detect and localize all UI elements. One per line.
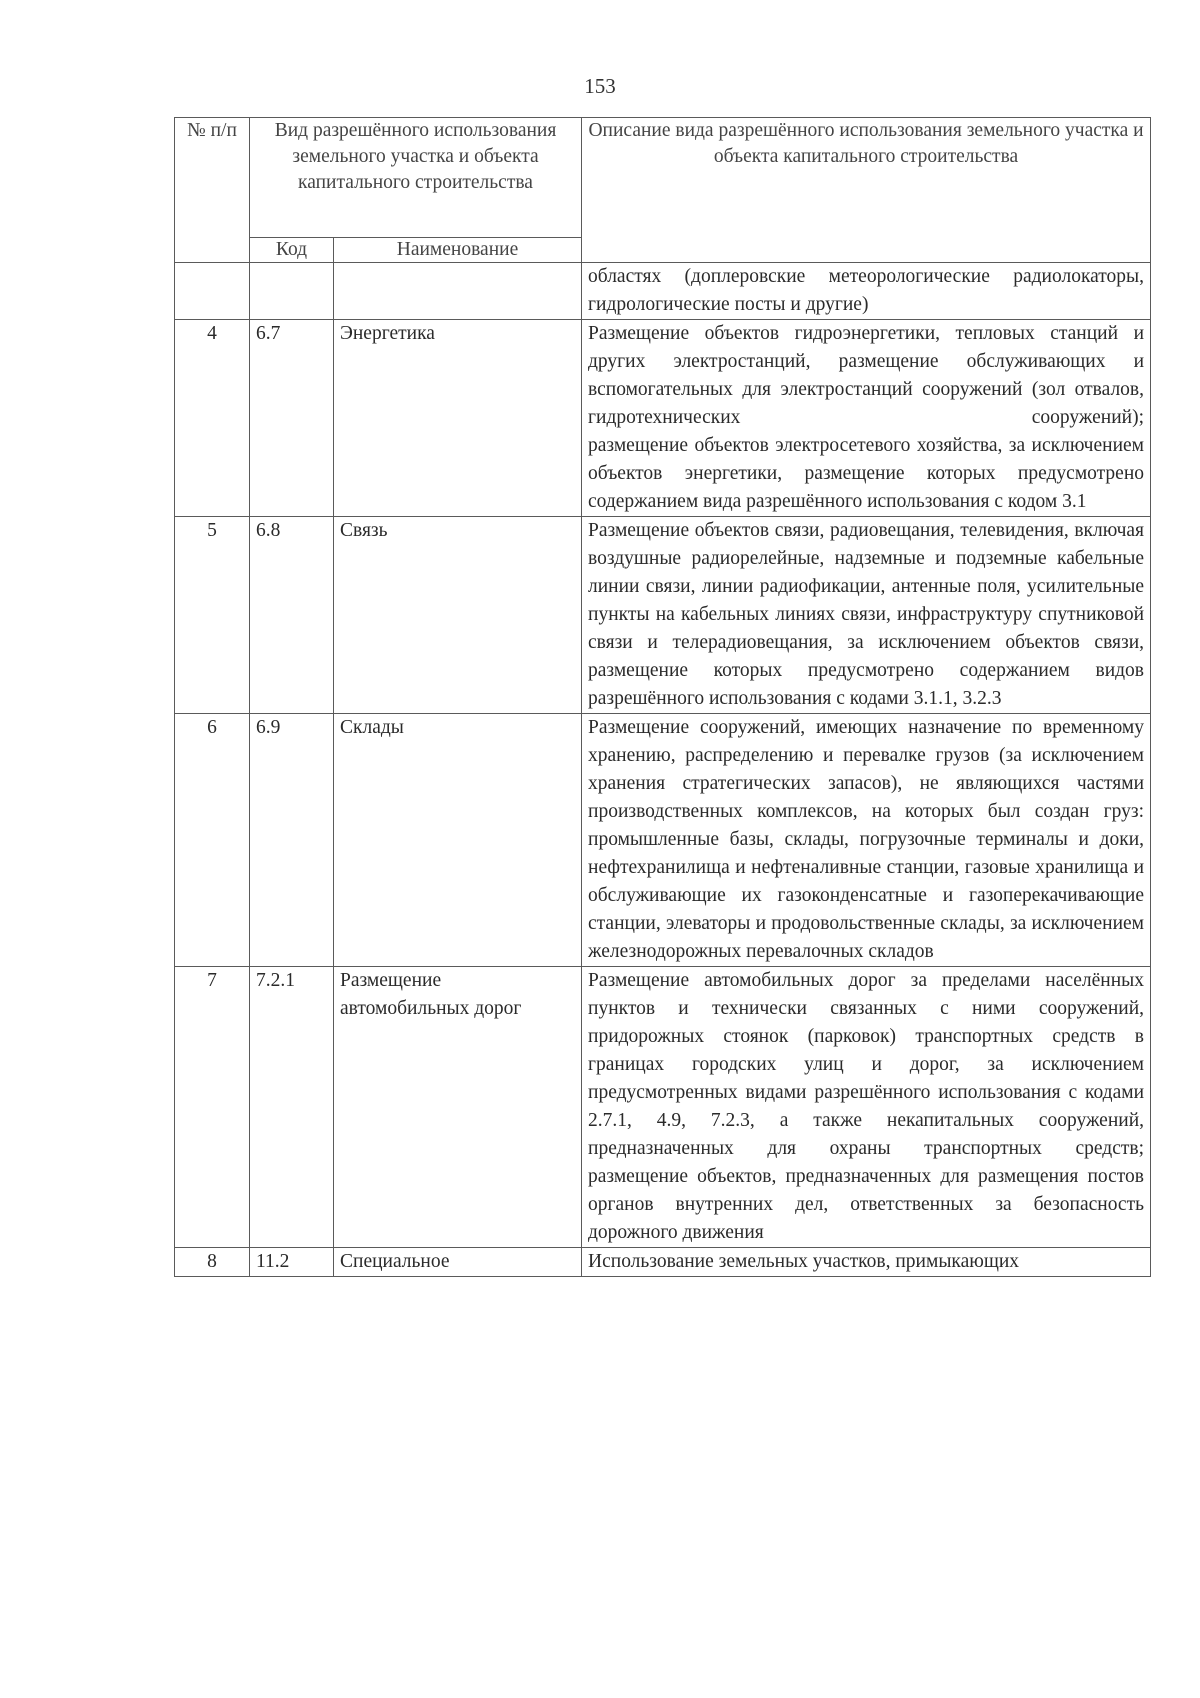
row-description xyxy=(582,263,1151,320)
row-number: 7 xyxy=(175,967,250,1248)
table-row xyxy=(175,714,1151,967)
description-paragraph: Размещение объектов гидроэнергетики, тепловых станций и других электростанций, размещение обслуживающих и вспомогательных для электростанций сооружений (зол отвалов, гидротехнических сооружений); xyxy=(588,323,1145,428)
description-paragraph: областях (доплеровские метеорологические радиолокаторы, гидрологические посты и другие) xyxy=(588,266,1145,315)
table-row xyxy=(175,517,1151,714)
row-description xyxy=(582,517,1151,714)
row-description xyxy=(582,320,1151,517)
row-description xyxy=(582,1248,1151,1277)
row-code: 6.7 xyxy=(250,320,334,517)
description-paragraph: Размещение сооружений, имеющих назначение по временному хранению, распределению и перевалке грузов (за исключением хранения стратегических запасов), не являющихся частями производственных комплексов, на которых был создан груз: промышленные базы, склады, погрузочные терминалы и доки, нефтехранилища и нефтеналивные станции, газовые хранилища и обслуживающие их газоконденсатные и газоперекачивающие станции, элеваторы и продовольственные склады, за исключением железнодорожных перевалочных складов xyxy=(588,717,1145,962)
description-paragraph: Размещение автомобильных дорог за пределами населённых пунктов и технически связанных с ними сооружений, придорожных стоянок (парковок) транспортных средств в границах городских улиц и дорог, за исключением предусмотренных видами разрешённого использования с кодами 2.7.1, 4.9, 7.2.3, а также некапитальных сооружений, предназначенных для охраны транспортных средств; xyxy=(588,970,1145,1159)
row-name: Связь xyxy=(334,517,582,714)
row-code: 6.8 xyxy=(250,517,334,714)
header-description: Описание вида разрешённого использования земельного участка и объекта капитального строительства xyxy=(582,118,1151,263)
row-number: 6 xyxy=(175,714,250,967)
row-name: Энергетика xyxy=(334,320,582,517)
row-number: 4 xyxy=(175,320,250,517)
land-use-table xyxy=(174,117,1151,1277)
description-paragraph: размещение объектов электросетевого хозяйства, за исключением объектов энергетики, размещение которых предусмотрено содержанием вида разрешённого использования с кодом 3.1 xyxy=(588,435,1145,512)
row-code: 6.9 xyxy=(250,714,334,967)
description-paragraph: Размещение объектов связи, радиовещания, телевидения, включая воздушные радиорелейные, надземные и подземные кабельные линии связи, линии радиофикации, антенные поля, усилительные пункты на кабельных линиях связи, инфраструктуру спутниковой связи и телерадиовещания, за исключением объектов связи, размещение которых предусмотрено содержанием видов разрешённого использования с кодами 3.1.1, 3.2.3 xyxy=(588,520,1145,709)
row-code xyxy=(250,263,334,320)
header-use-kind: Вид разрешённого использования земельного участка и объекта капитального строительства xyxy=(250,118,582,238)
row-number xyxy=(175,263,250,320)
row-number: 5 xyxy=(175,517,250,714)
description-paragraph: размещение объектов, предназначенных для размещения постов органов внутренних дел, ответственных за безопасность дорожного движения xyxy=(588,1166,1145,1243)
row-description xyxy=(582,967,1151,1248)
row-code: 11.2 xyxy=(250,1248,334,1277)
header-name: Наименование xyxy=(334,238,582,263)
table-row xyxy=(175,967,1151,1248)
row-number: 8 xyxy=(175,1248,250,1277)
header-number: № п/п xyxy=(175,118,250,263)
row-name: Размещение автомобильных дорог xyxy=(334,967,582,1248)
row-name: Склады xyxy=(334,714,582,967)
table-row xyxy=(175,320,1151,517)
row-name: Специальное xyxy=(334,1248,582,1277)
row-name xyxy=(334,263,582,320)
table-row xyxy=(175,263,1151,320)
table-row xyxy=(175,1248,1151,1277)
header-code: Код xyxy=(250,238,334,263)
row-code: 7.2.1 xyxy=(250,967,334,1248)
description-paragraph: Использование земельных участков, примыкающих xyxy=(588,1251,1020,1272)
page-number: 153 xyxy=(584,74,616,98)
row-description xyxy=(582,714,1151,967)
